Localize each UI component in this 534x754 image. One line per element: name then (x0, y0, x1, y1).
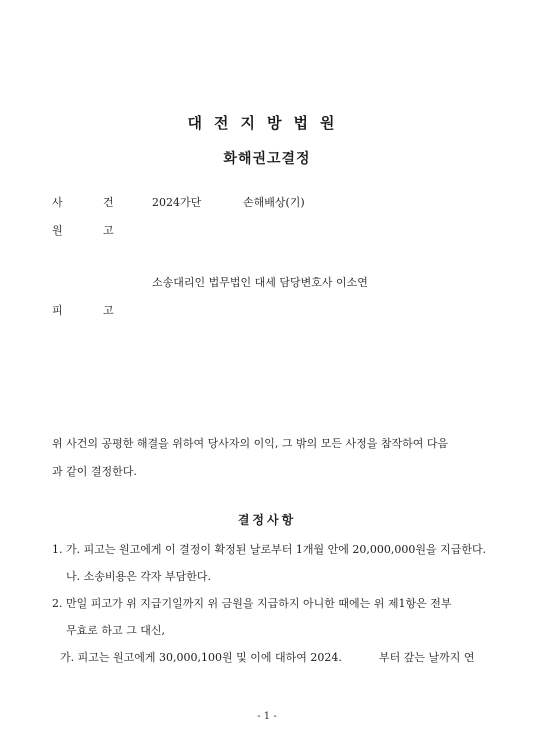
decision-item-1b: 나. 소송비용은 각자 부담한다. (66, 570, 211, 583)
decision-item-2: 2. 만일 피고가 위 지급기일까지 위 금원을 지급하지 아니한 때에는 위 제1항은 전부 (52, 597, 452, 610)
case-label-1: 사 (52, 196, 63, 209)
intro-line-1: 위 사건의 공평한 해결을 위하여 당사자의 이익, 그 밖의 모든 사정을 참작하여 다음 (52, 437, 449, 450)
page-number: - 1 - (257, 711, 277, 722)
case-label-2: 건 (103, 196, 114, 209)
decision-item-1a: 1. 가. 피고는 원고에게 이 결정이 확정된 날로부터 1개월 안에 20,000,000원을 지급한다. (52, 543, 487, 556)
case-name: 손해배상(기) (243, 196, 305, 209)
decision-item-2a-cont: 부터 갚는 날까지 연 (379, 651, 475, 664)
intro-line-2: 과 같이 결정한다. (52, 465, 137, 478)
plaintiff-counsel: 소송대리인 법무법인 대세 담당변호사 이소연 (152, 276, 368, 289)
case-number: 2024가단 (152, 196, 202, 209)
defendant-label-1: 피 (52, 304, 63, 317)
decision-item-2-cont: 무효로 하고 그 대신, (66, 624, 165, 637)
court-name: 대전지방법원 (187, 114, 347, 132)
defendant-label-2: 고 (103, 304, 114, 317)
plaintiff-label-2: 고 (103, 224, 114, 237)
document-title: 화해권고결정 (223, 151, 311, 167)
decision-item-2a: 가. 피고는 원고에게 30,000,100원 및 이에 대하여 2024. (60, 651, 342, 664)
decision-heading: 결정사항 (237, 513, 297, 527)
plaintiff-label-1: 원 (52, 224, 63, 237)
